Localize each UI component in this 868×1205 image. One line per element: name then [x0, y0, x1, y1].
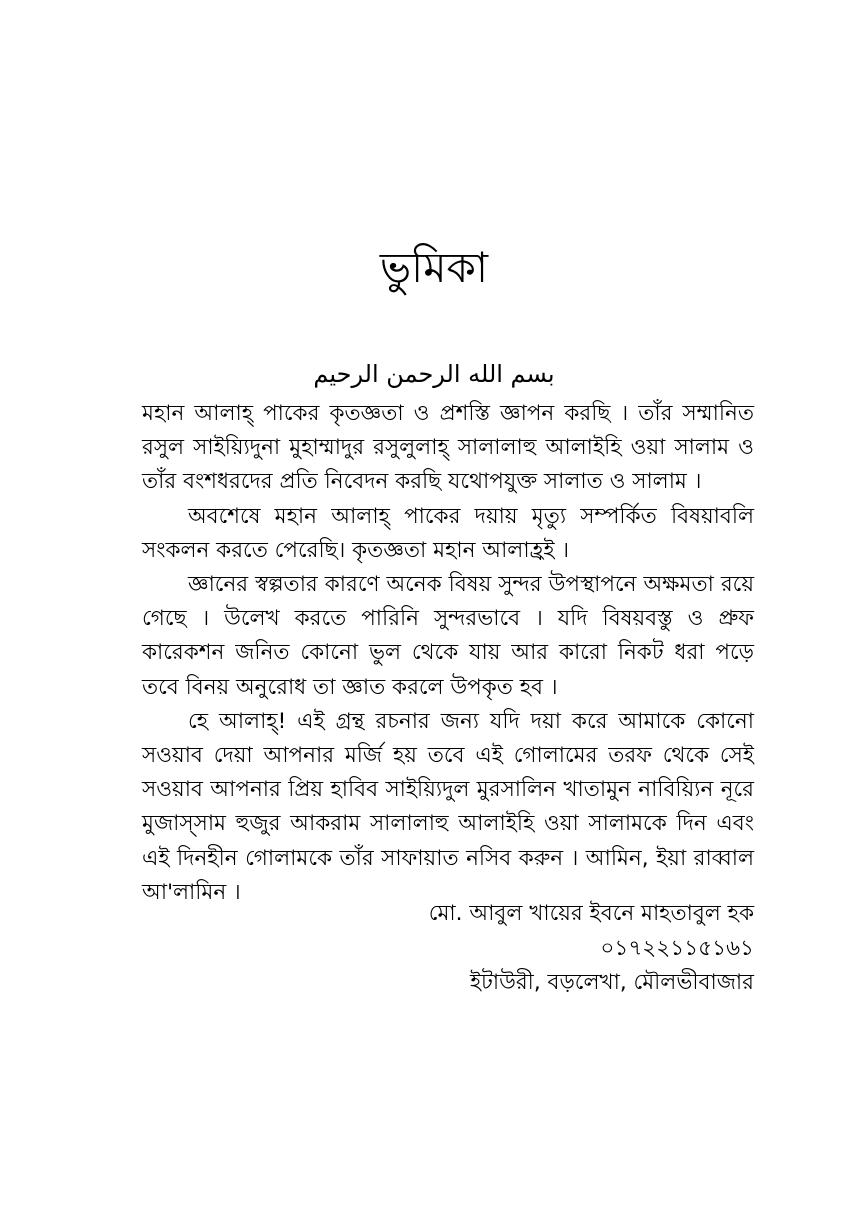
author-name: মো. আবুল খায়ের ইবনে মাহতাবুল হক: [428, 901, 754, 926]
author-address: ইটাউরী, বড়লেখা, মৌলভীবাজার: [469, 970, 754, 995]
page-title: ভুমিকা: [379, 243, 489, 292]
preface-body: [142, 397, 754, 910]
bismillah-line: بسم الله الرحمن الرحيم: [313, 360, 555, 388]
author-phone: ০১৭২২১১৫১৬১: [600, 935, 754, 961]
paragraph-gratitude: মহান আলাহ্ পাকের কৃতজ্ঞতা ও প্রশস্তি জ্ঞাপন করছি । তাঁর সম্মানিত রসুল সাইয়্যিদুনা মুহাম্মাদুর রসুলুলাহ্ সালালাহু আলাইহি ওয়া সালাম ও তাঁর বংশধরদের প্রতি নিবেদন করছি যথোপযুক্ত সালাত ও সালাম ।: [142, 401, 754, 495]
paragraph-apology: জ্ঞানের স্বল্পতার কারণে অনেক বিষয় সুন্দর উপস্থাপনে অক্ষমতা রয়ে গেছে । উলেখ করতে পারিনি সুন্দরভাবে । যদি বিষয়বস্তু ও প্রুফ কারেকশন জনিত কোনো ভুল থেকে যায় আর কারো নিকট ধরা পড়ে তবে বিনয় অনুরোধ তা জ্ঞাত করলে উপকৃত হব ।: [142, 572, 754, 700]
paragraph-compilation: অবশেষে মহান আলাহ্ পাকের দয়ায় মৃত্যু সম্পর্কিত বিষয়াবলি সংকলন করতে পেরেছি। কৃতজ্ঞতা মহান আলাহ্রই ।: [142, 503, 754, 563]
paragraph-prayer: হে আলাহ্! এই গ্রন্থ রচনার জন্য যদি দয়া করে আমাকে কোনো সওয়াব দেয়া আপনার মর্জি হয় তবে এই গোলামের তরফ থেকে সেই সওয়াব আপনার প্রিয় হাবিব সাইয়্যিদুল মুরসালিন খাতামুন নাবিয়্যিন নূরে মুজাস্সাম হুজুর আকরাম সালালাহু আলাইহি ওয়া সালামকে দিন এবং এই দিনহীন গোলামকে তাঁর সাফায়াত নসিব করুন । আমিন, ইয়া রাব্বাল আ'লামিন ।: [142, 708, 754, 905]
author-signature: [254, 897, 754, 1001]
